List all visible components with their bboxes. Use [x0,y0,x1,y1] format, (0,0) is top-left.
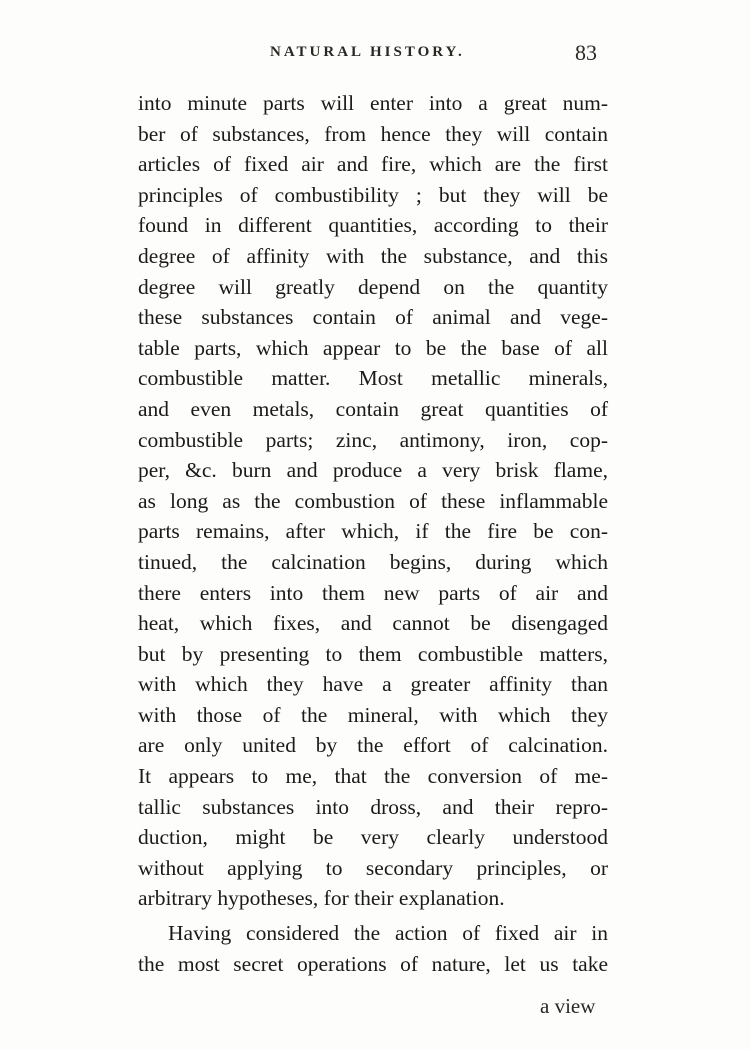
text-line: heat, which fixes, and cannot be disengaged [138,611,608,636]
text-line: found in different quantities, according to their [138,213,608,238]
text-line: per, &c. burn and produce a very brisk flame, [138,458,608,483]
text-line: It appears to me, that the conversion of me- [138,764,608,789]
text-line: these substances contain of animal and vege- [138,305,608,330]
text-line: table parts, which appear to be the base of all [138,335,608,360]
text-line: principles of combustibility ; but they will be [138,182,608,207]
text-line: ber of substances, from hence they will contain [138,121,608,146]
text-line: with those of the mineral, with which they [138,702,608,727]
text-line: duction, might be very clearly understood [138,825,608,850]
text-line: tallic substances into dross, and their repro- [138,794,608,819]
running-head: NATURAL HISTORY. [270,44,465,60]
text-line: parts remains, after which, if the fire be con- [138,519,608,544]
text-line: and even metals, contain great quantities of [138,396,608,421]
text-line: but by presenting to them combustible matters, [138,641,608,666]
text-line: are only united by the effort of calcination. [138,733,608,758]
text-line: articles of fixed air and fire, which are the first [138,152,608,177]
text-line: combustible matter. Most metallic minerals, [138,366,608,391]
paragraph-start-line: Having considered the action of fixed air in [168,921,608,946]
text-line: arbitrary hypotheses, for their explanation. [138,886,505,911]
text-line: the most secret operations of nature, let us take [138,951,608,976]
text-line: there enters into them new parts of air and [138,580,608,605]
text-line: combustible parts; zinc, antimony, iron, cop- [138,427,608,452]
text-line: as long as the combustion of these inflammable [138,488,608,513]
text-line: tinued, the calcination begins, during which [138,549,608,574]
text-line: degree of affinity with the substance, and this [138,243,608,268]
text-line: degree will greatly depend on the quantity [138,274,608,299]
catchword: a view [540,994,596,1018]
body-text [138,88,608,979]
text-line: without applying to secondary principles, or [138,855,608,880]
text-line: into minute parts will enter into a great num- [138,91,608,115]
text-line: with which they have a greater affinity than [138,672,608,697]
page-number: 83 [575,40,597,65]
